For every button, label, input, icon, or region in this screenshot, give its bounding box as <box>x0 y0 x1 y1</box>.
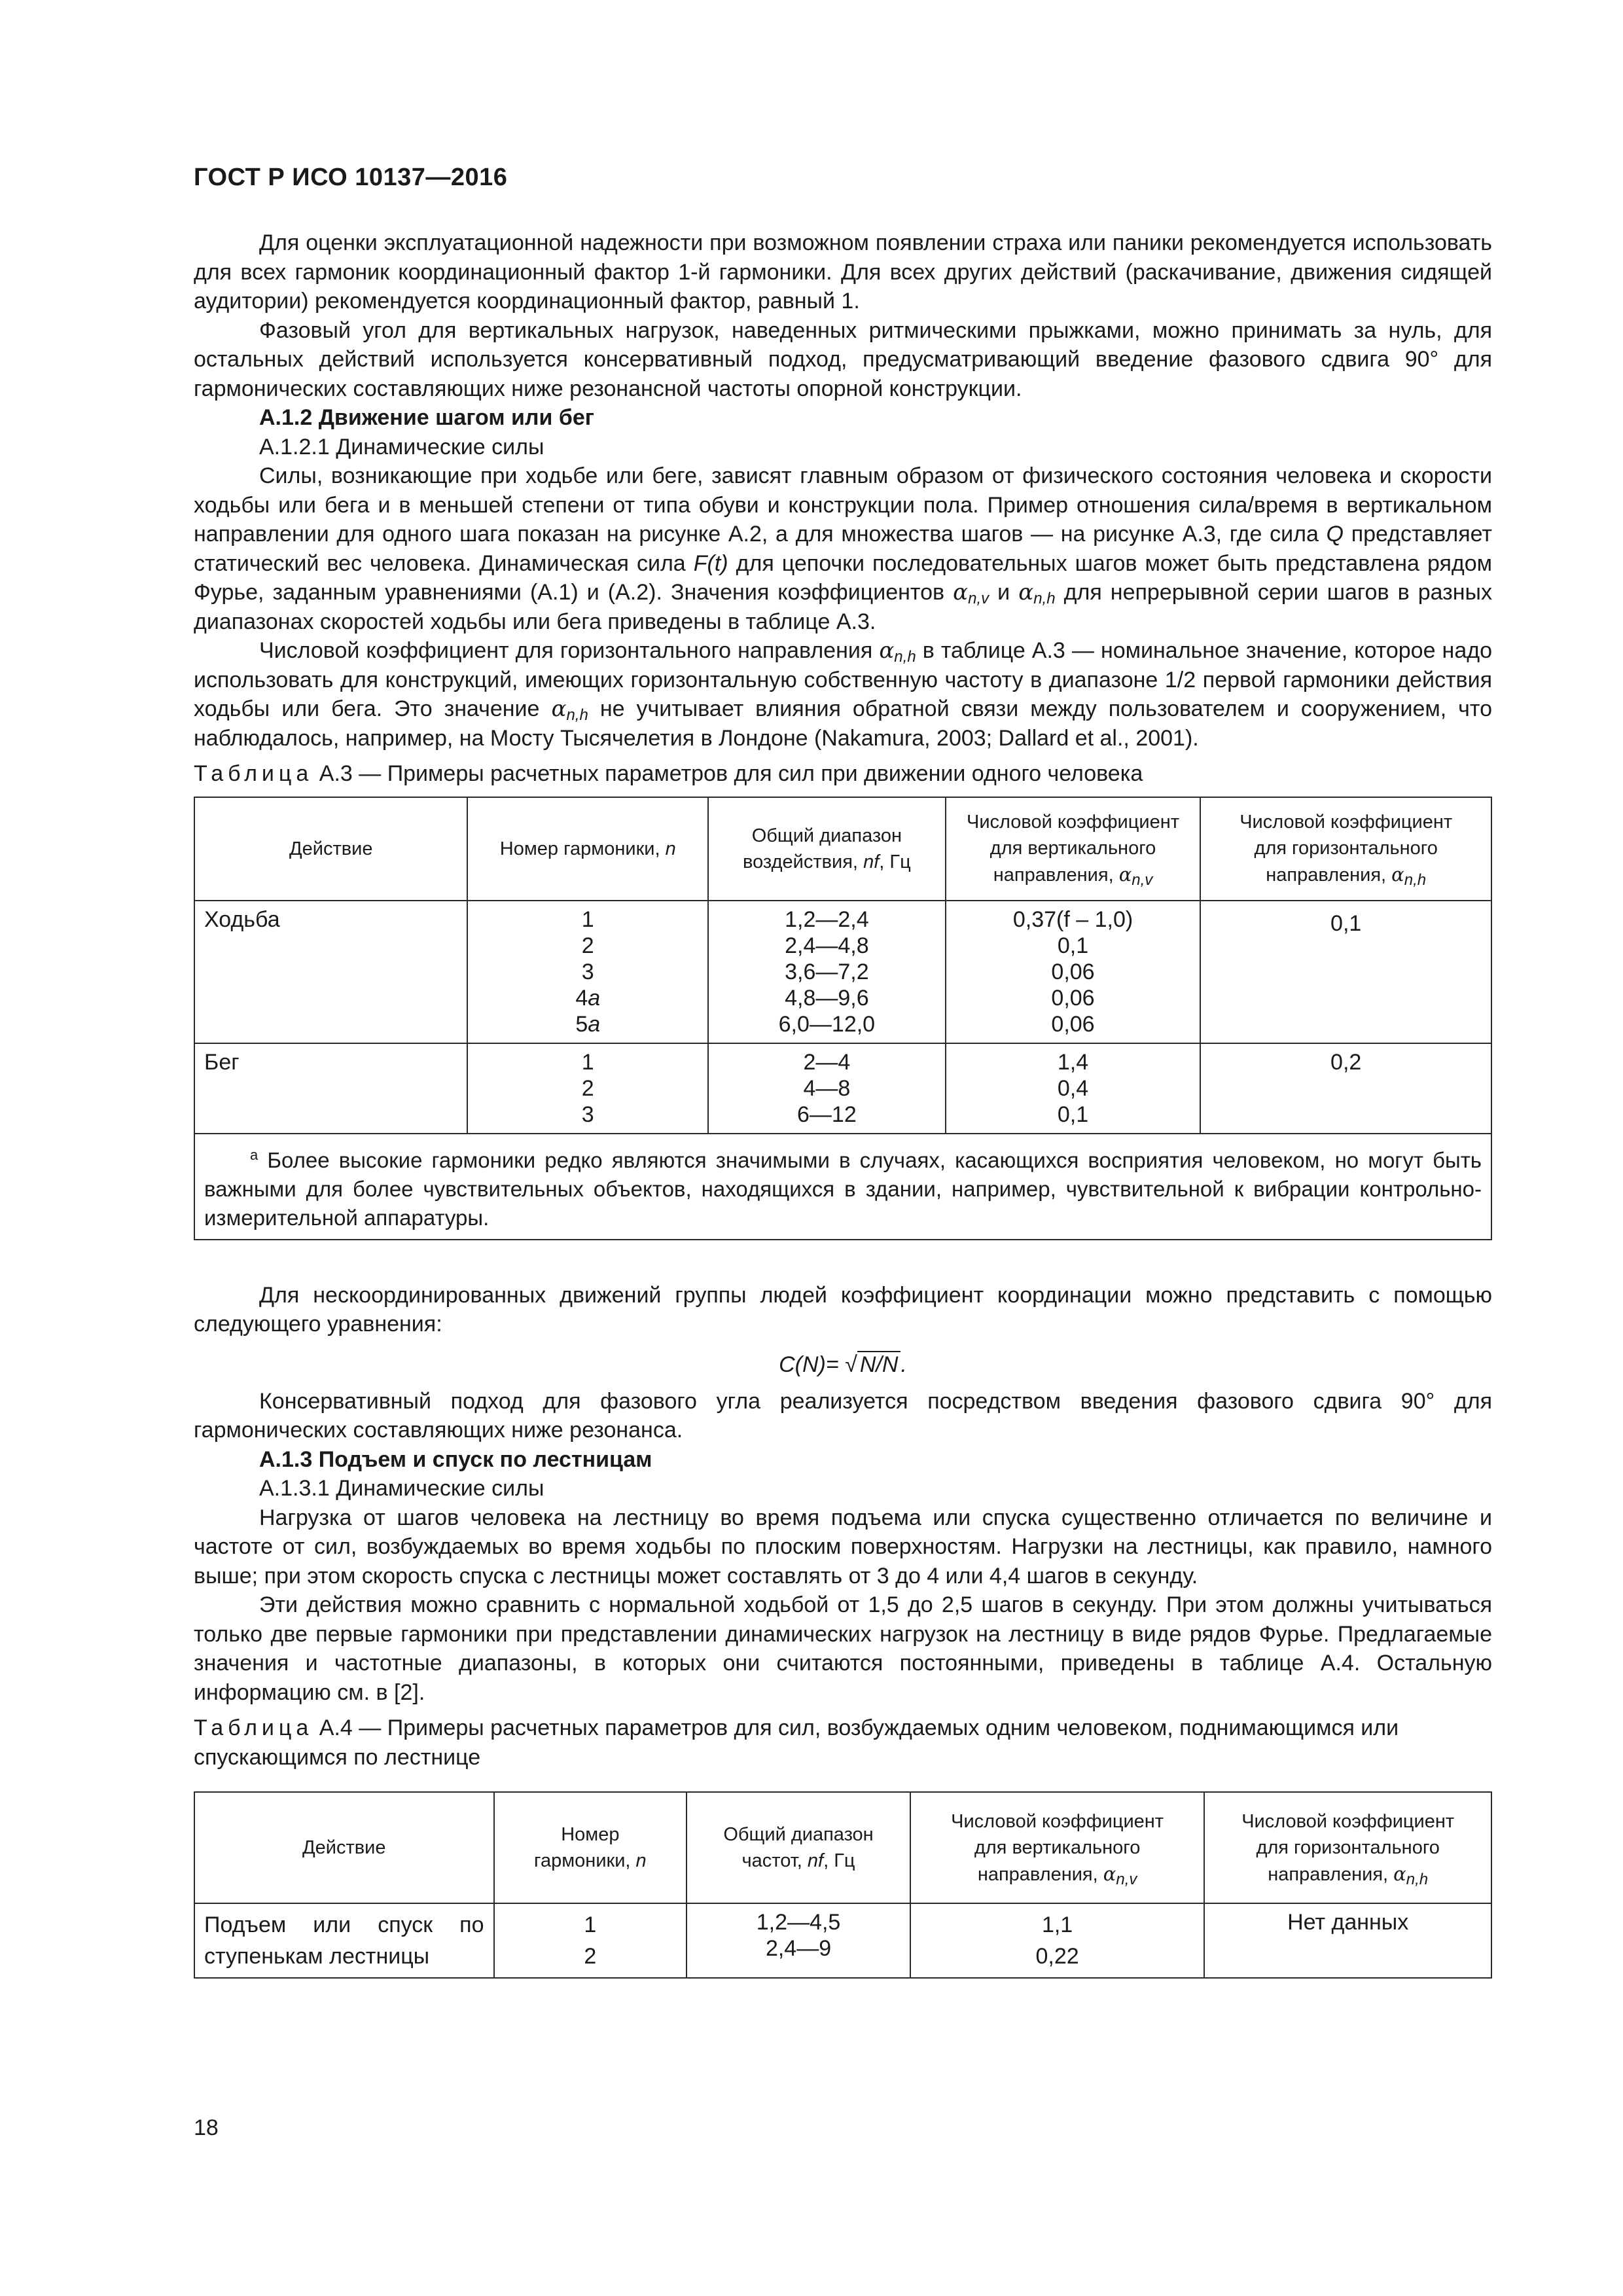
cell-ranges: 1,2—2,4 2,4—4,8 3,6—7,2 4,8—9,6 6,0—12,0 <box>708 901 946 1043</box>
header-action: Действие <box>194 1792 494 1903</box>
header-action: Действие <box>194 797 467 901</box>
cell-harmonics: 1 2 3 <box>467 1043 708 1134</box>
header-horizontal: Числовой коэффициент для горизонтального направления, $\alpha_{n,h}$ <box>1200 797 1491 901</box>
subsection-heading: А.1.2.1 Динамические силы <box>259 434 544 459</box>
paragraph: Фазовый угол для вертикальных нагрузок, наведенных ритмическими прыжками, можно принимать за нуль, для остальных действий используется консервативный подход, предусматривающий введение фазового сдвига 90° для гармонических составляющих ниже резонансной частоты опорной конструкции. <box>194 317 1492 401</box>
paragraph: Нагрузка от шагов человека на лестницу во время подъема или спуска существенно отличается по величине и частоте от сил, возбуждаемых во время ходьбы по плоским поверхностям. Нагрузки на лестницы, как правило, намного выше; при этом скорость спуска с лестницы может составлять от 3 до 4 или 4,4 шагов в секунду. <box>194 1505 1492 1588</box>
cell-action: Ходьба <box>194 901 467 1043</box>
header-horizontal: Числовой коэффициент для горизонтального направления, $\alpha_{n,h}$ <box>1204 1792 1491 1903</box>
header-harmonic: Номер гармоники, n <box>494 1792 687 1903</box>
cell-vertical: 1,4 0,4 0,1 <box>946 1043 1201 1134</box>
paragraph: Для оценки эксплуатационной надежности при возможном появлении страха или паники рекомендуется использовать для всех гармоник координационный фактор 1-й гармоники. Для всех других действий (раскачивание, движения сидящей аудитории) рекомендуется координационный фактор, равный 1. <box>194 230 1492 314</box>
paragraph: Числовой коэффициент для горизонтального направления $\alpha_{n,h}$ в таблице А.3 — номинальное значение, которое надо использовать для конструкций, имеющих горизонтальную собственную частоту в диапазоне 1/2 первой гармоники действия ходьбы или бега. Это значение $\alpha_{n,h}$ не учитывает влияния обратной связи между пользователем и сооружением, что наблюдалось, например, на Мосту Тысячелетия в Лондоне (Nakamura, 2003; Dallard et al., 2001). <box>194 637 1492 751</box>
subsection-heading: А.1.3.1 Динамические силы <box>259 1476 544 1501</box>
section-heading: А.1.3 Подъем и спуск по лестницам <box>259 1446 652 1472</box>
cell-vertical: 0,37(f – 1,0) 0,1 0,06 0,06 0,06 <box>946 901 1201 1043</box>
table-caption: Таблица А.4 — Примеры расчетных параметров для сил, возбуждаемых одним человеком, поднимающимся или спускающимся по лестнице <box>194 1715 1399 1770</box>
table-header-row <box>194 1792 1491 1903</box>
cell-horizontal: Нет данных <box>1204 1903 1491 1978</box>
table-row <box>194 901 1491 1043</box>
table-footnote: $^а$ Более высокие гармоники редко являются значимыми в случаях, касающихся восприятия человеком, но могут быть важными для более чувствительных объектов, находящихся в здании, например, чувствительной к вибрации контрольно-измерительной аппаратуры. <box>194 1134 1491 1240</box>
header-range: Общий диапазон частот, nf, Гц <box>687 1792 910 1903</box>
paragraph: Эти действия можно сравнить с нормальной ходьбой от 1,5 до 2,5 шагов в секунду. При этом должны учитываться только две первые гармоники при представлении динамических нагрузок на лестницу в виде рядов Фурье. Предлагаемые значения и частотные диапазоны, в которых они считаются постоянными, приведены в таблице А.4. Остальную информацию см. в [2]. <box>194 1592 1492 1705</box>
cell-harmonics: 1 2 3 4а 5а <box>467 901 708 1043</box>
table-row <box>194 1043 1491 1134</box>
document-page <box>194 164 1492 1979</box>
page-number: 18 <box>194 2115 219 2140</box>
cell-horizontal: 0,2 <box>1200 1043 1491 1134</box>
cell-horizontal: 0,1 <box>1200 901 1491 1043</box>
section-heading: А.1.2 Движение шагом или бег <box>259 405 594 430</box>
cell-ranges: 2—4 4—8 6—12 <box>708 1043 946 1134</box>
table-footnote-row <box>194 1134 1491 1240</box>
table-row <box>194 1903 1491 1978</box>
cell-vertical: 1,1 0,22 <box>910 1903 1205 1978</box>
cell-harmonics: 1 2 <box>494 1903 687 1978</box>
table-a4 <box>194 1791 1492 1979</box>
document-header: ГОСТ Р ИСО 10137—2016 <box>194 164 508 191</box>
header-range: Общий диапазон воздействия, nf, Гц <box>708 797 946 901</box>
cell-ranges: 1,2—4,5 2,4—9 <box>687 1903 910 1978</box>
formula: C(N)= √ N/N . <box>779 1352 907 1377</box>
header-vertical: Числовой коэффициент для вертикального направления, $\alpha_{n,v}$ <box>946 797 1201 901</box>
cell-action: Подъем или спуск по ступенькам лестницы <box>194 1903 494 1978</box>
header-vertical: Числовой коэффициент для вертикального направления, $\alpha_{n,v}$ <box>910 1792 1205 1903</box>
table-header-row <box>194 797 1491 901</box>
table-caption: Таблица А.3 — Примеры расчетных параметров для сил при движении одного человека <box>194 761 1143 786</box>
paragraph: Для нескоординированных движений группы людей коэффициент координации можно представить с помощью следующего уравнения: <box>194 1282 1492 1336</box>
cell-action: Бег <box>194 1043 467 1134</box>
table-a3 <box>194 797 1492 1240</box>
paragraph: Силы, возникающие при ходьбе или беге, зависят главным образом от физического состояния человека и скорости ходьбы или бега и в меньшей степени от типа обуви и конструкции пола. Пример отношения сила/время в вертикальном направлении для одного шага показан на рисунке А.2, а для множества шагов — на рисунке А.3, где сила Q представляет статический вес человека. Динамическая сила F(t) для цепочки последовательных шагов может быть представлена рядом Фурье, заданным уравнениями (А.1) и (А.2). Значения коэффициентов $\alpha_{n,v}$ и $\alpha_{n,h}$ для непрерывной серии шагов в разных диапазонах скоростей ходьбы или бега приведены в таблице А.3. <box>194 463 1493 634</box>
header-harmonic: Номер гармоники, n <box>467 797 708 901</box>
paragraph: Консервативный подход для фазового угла реализуется посредством введения фазового сдвига 90° для гармонических составляющих ниже резонанса. <box>194 1388 1492 1443</box>
